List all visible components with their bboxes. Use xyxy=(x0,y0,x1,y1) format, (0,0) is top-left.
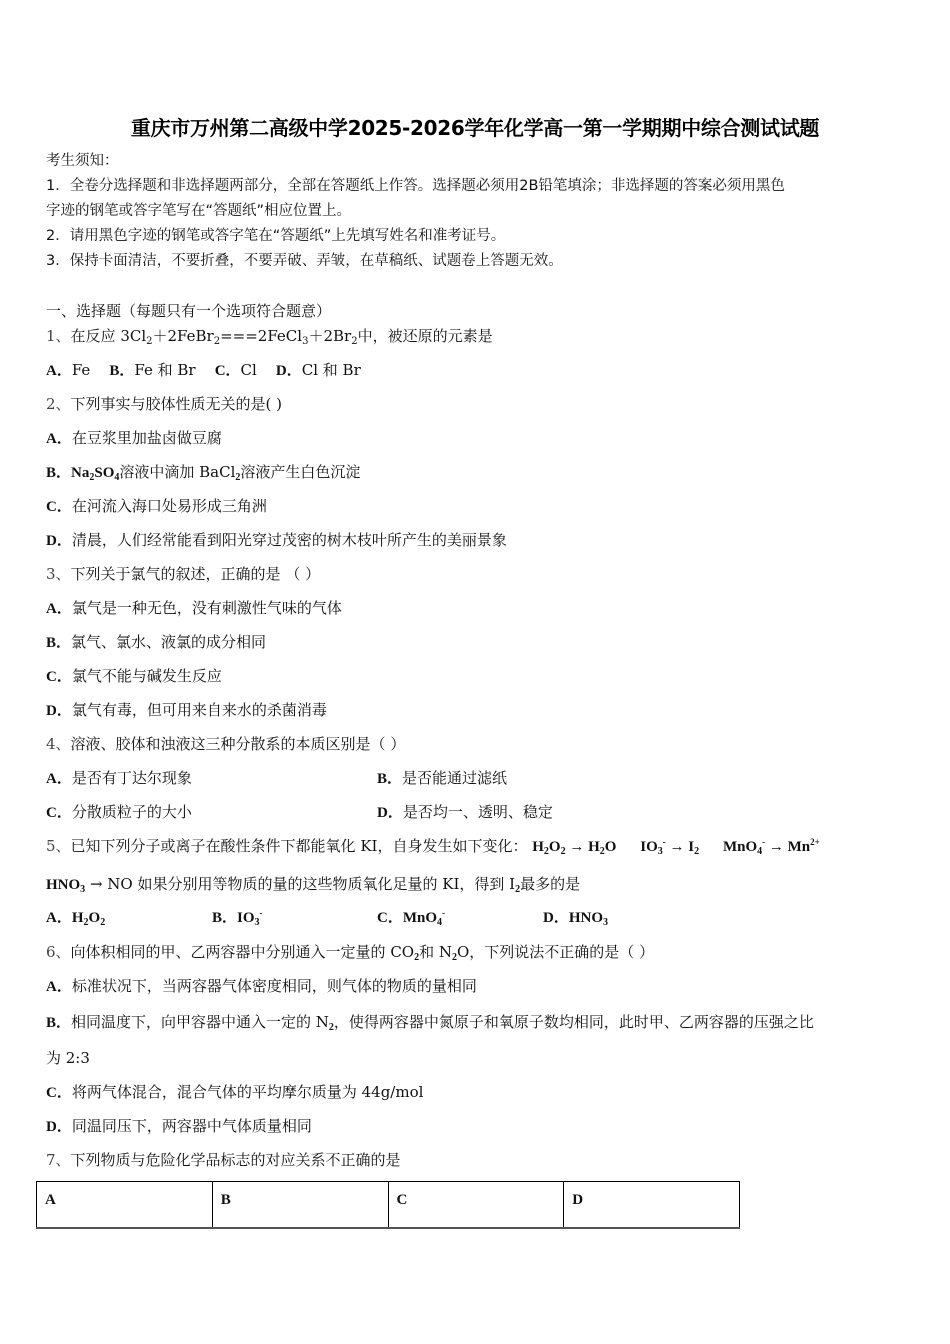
question-4-option-a: A．是否有丁达尔现象 xyxy=(46,769,192,787)
question-4-option-d: D．是否均一、透明、稳定 xyxy=(377,803,553,821)
notice-item-1: 1．全卷分选择题和非选择题两部分，全部在答题纸上作答。选择题必须用2B铅笔填涂；非选择题的答案必须用黑色 xyxy=(46,178,785,194)
notice-item-2: 2．请用黑色字迹的钢笔或答字笔在“答题纸”上先填写姓名和准考证号。 xyxy=(46,228,506,244)
question-2-option-a: A．在豆浆里加盐卤做豆腐 xyxy=(46,429,222,447)
table-cell-c: C xyxy=(388,1182,564,1229)
hazard-symbol-table xyxy=(36,1181,740,1229)
question-5-stem-line1: 5、已知下列分子或离子在酸性条件下都能氧化 KI，自身发生如下变化： $H_2O_2 \to H_2O$ $IO_3^- \to I_2$ $MnO_4^- \to Mn^{2+}$ xyxy=(46,837,820,857)
question-5-option-c: C．MnO$_4$- xyxy=(377,908,446,928)
question-5-stem-line2: $HNO_3$ → NO 如果分别用等物质的量的这些物质氧化足量的 KI，得到 $I_2$最多的是 xyxy=(46,875,581,895)
change-io3: $IO_3^- \to I_2$ xyxy=(640,837,700,857)
option-b-label: B． xyxy=(109,363,135,379)
question-3-stem: 3、下列关于氯气的叙述，正确的是 （ ） xyxy=(46,565,321,583)
question-6-option-a: A．标准状况下，当两容器气体密度相同，则气体的物质的量相同 xyxy=(46,977,477,995)
question-5-option-b: B．$IO_3^-$ xyxy=(212,908,263,928)
question-3-option-c: C．氯气不能与碱发生反应 xyxy=(46,667,222,685)
question-6-option-b: B．相同温度下，向甲容器中通入一定的 $N_2$，使得两容器中氮原子和氧原子数均相同，此时甲、乙两容器的压强之比 xyxy=(46,1013,814,1033)
question-3-option-b: B．氯气、氯水、液氯的成分相同 xyxy=(46,633,267,651)
question-4-option-b: B．是否能通过滤纸 xyxy=(377,769,508,787)
exam-title: 重庆市万州第二高级中学2025-2026学年化学高一第一学期期中综合测试试题 xyxy=(130,116,820,140)
option-a-text: Fe xyxy=(71,361,91,379)
question-5-option-d: D．$HNO_3$ xyxy=(543,910,609,928)
option-c-text: Cl xyxy=(240,361,257,379)
notice-item-1-cont: 字迹的钢笔或答字笔写在“答题纸”相应位置上。 xyxy=(46,203,352,219)
option-a-label: A． xyxy=(46,363,72,379)
question-3-option-a: A．氯气是一种无色，没有刺激性气味的气体 xyxy=(46,599,342,617)
change-mno4: $MnO_4^- \to Mn^{2+}$ xyxy=(722,837,820,857)
table-row xyxy=(37,1182,740,1229)
question-5-option-a: A．$H_2O_2$ xyxy=(46,910,106,928)
question-number: 5、 xyxy=(46,837,71,855)
notice-item-3: 3．保持卡面清洁，不要折叠，不要弄破、弄皱，在草稿纸、试题卷上答题无效。 xyxy=(46,253,563,269)
change-h2o2: $H_2O_2 \to H_2O$ xyxy=(532,839,617,857)
option-d-label: D． xyxy=(275,363,302,379)
question-6-stem: 6、向体积相同的甲、乙两容器中分别通入一定量的 $CO_2$和 $N_2O$，下列说法不正确的是（ ） xyxy=(46,943,655,963)
question-2-option-b: B．$Na_2SO_4$溶液中滴加 BaCl$_2$溶液产生白色沉淀 xyxy=(46,463,361,483)
option-c-label: C． xyxy=(214,363,241,379)
table-cell-b: B xyxy=(212,1182,388,1229)
table-cell-d: D xyxy=(564,1182,740,1229)
question-number: 4、 xyxy=(46,735,71,753)
question-3-option-d: D．氯气有毒，但可用来自来水的杀菌消毒 xyxy=(46,701,327,719)
question-2-option-d: D．清晨，人们经常能看到阳光穿过茂密的树木枝叶所产生的美丽景象 xyxy=(46,531,507,549)
option-d-text: Cl 和 Br xyxy=(301,361,361,379)
question-7-stem: 7、下列物质与危险化学品标志的对应关系不正确的是 xyxy=(46,1151,401,1169)
question-1-stem: 1、在反应 $3Cl_2+2FeBr_2===2FeCl_3+2Br_2$中，被还原的元素是 xyxy=(46,327,493,347)
question-4-option-c: C．分散质粒子的大小 xyxy=(46,803,192,821)
option-b-text: Fe 和 Br xyxy=(134,361,196,379)
question-number: 1、 xyxy=(46,327,71,345)
question-2-stem: 2、下列事实与胶体性质无关的是( ) xyxy=(46,395,283,413)
question-number: 2、 xyxy=(46,395,71,413)
question-6-option-d: D．同温同压下，两容器中气体质量相同 xyxy=(46,1117,312,1135)
notice-heading: 考生须知： xyxy=(46,153,119,169)
section-heading: 一、选择题（每题只有一个选项符合题意） xyxy=(46,302,332,320)
question-1-options xyxy=(46,360,361,381)
question-2-option-c: C．在河流入海口处易形成三角洲 xyxy=(46,497,267,515)
question-number: 6、 xyxy=(46,943,71,961)
question-4-stem: 4、溶液、胶体和浊液这三种分散系的本质区别是（ ） xyxy=(46,735,406,753)
question-6-option-b-cont: 为 2:3 xyxy=(46,1049,90,1067)
table-cell-a: A xyxy=(37,1182,213,1229)
question-number: 7、 xyxy=(46,1151,71,1169)
question-6-option-c: C．将两气体混合，混合气体的平均摩尔质量为 44g/mol xyxy=(46,1083,424,1101)
question-number: 3、 xyxy=(46,565,71,583)
